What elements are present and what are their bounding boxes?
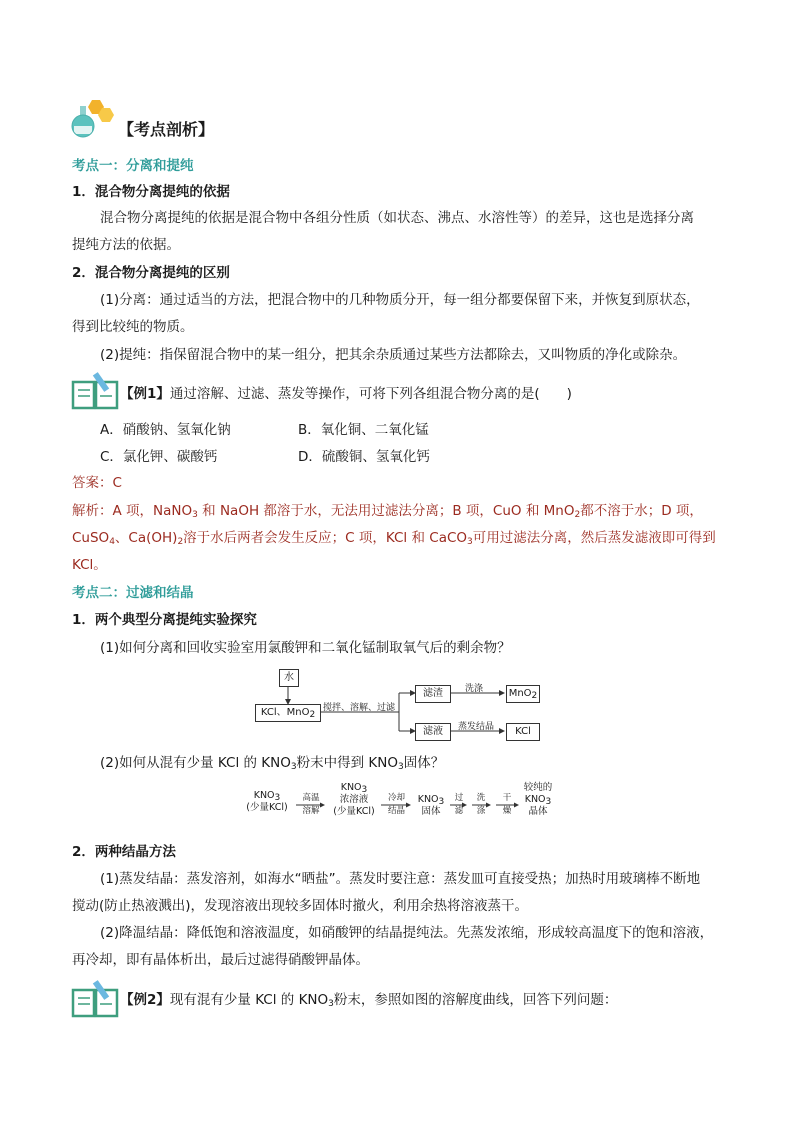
kp1-heading-1: 1．混合物分离提纯的依据	[72, 184, 230, 200]
subscript: 2	[177, 537, 184, 547]
subscript: 3	[361, 785, 368, 795]
kp1-sep-1: (1)分离：通过适当的方法，把混合物中的几种物质分开，每一组分都要保留下来，并恢复到原状态，	[100, 292, 700, 308]
q2-text: 固体？	[403, 755, 445, 771]
subscript: 3	[397, 762, 404, 772]
example2-question-line	[120, 990, 617, 1010]
chem-text: 固体	[421, 806, 441, 817]
chem-text: (少量KCl)	[333, 806, 375, 817]
kp1-title: 考点一：分离和提纯	[72, 158, 194, 174]
water-box: 水	[279, 669, 299, 687]
step-text: 冷却	[387, 793, 405, 803]
kp2-evap-2: 搅动(防止热液溅出)，发现溶液出现较多固体时撤火，利用余热将溶液蒸干。	[72, 898, 529, 914]
kp2-heading-1: 1．两个典型分离提纯实验探究	[72, 612, 257, 628]
step-dry	[500, 792, 514, 818]
chem-text: KNO	[417, 794, 439, 805]
example1-answer: 答案：C	[72, 475, 122, 491]
flow-diagram-2	[238, 778, 558, 834]
subscript: 3	[467, 537, 473, 547]
mno2-box	[506, 685, 540, 703]
example1-question: 通过溶解、过滤、蒸发等操作，可将下列各组混合物分离的是( )	[169, 386, 572, 402]
step-text: 结晶	[387, 806, 405, 816]
kp1-purify: (2)提纯：指保留混合物中的某一组分，把其余杂质通过某些方法都除去，又叫物质的净化或除杂。	[100, 347, 687, 363]
chem-text: KNO	[340, 782, 362, 793]
example1-option-b: B．氧化铜、二氧化锰	[298, 422, 429, 438]
example1-option-d: D．硫酸铜、氢氧化钙	[298, 449, 430, 465]
step-dissolve	[298, 792, 324, 818]
analysis-text: CuSO	[72, 530, 110, 546]
q2-text: 粉末中得到 KNO	[296, 755, 398, 771]
kp2-heading-2: 2．两种结晶方法	[72, 844, 176, 860]
example2-label: 【例2】	[120, 992, 170, 1008]
subscript: 3	[192, 510, 198, 520]
kp2-title: 考点二：过滤和结晶	[72, 585, 194, 601]
analysis-text: 解析：A 项，NaNO	[72, 503, 193, 519]
kp1-para-1b: 提纯方法的依据。	[72, 237, 180, 253]
mixture-box	[255, 704, 321, 722]
flask-molecule-icon	[70, 96, 118, 140]
analysis-text: 和 NaOH 都溶于水，无法用过滤法分离；B 项，CuO 和 MnO	[197, 503, 575, 519]
analysis-text: 、Ca(OH)	[114, 530, 178, 546]
step-text: 燥	[502, 806, 512, 816]
filtrate-box: 滤液	[415, 723, 451, 741]
box-text: MnO	[508, 688, 532, 699]
analysis-text: 都不溶于水；D 项，	[580, 503, 703, 519]
step-text: 涤	[476, 806, 486, 816]
example1-analysis-line3: KCl。	[72, 557, 107, 573]
example1-question-line	[120, 384, 572, 404]
step-crystallize	[383, 792, 410, 818]
chem-text: (少量KCl)	[246, 802, 288, 813]
subscript: 3	[545, 797, 552, 807]
open-book-pencil-icon	[70, 370, 120, 410]
kno3-concentrate	[326, 782, 382, 818]
flow-diagram-1	[255, 666, 555, 746]
subscript: 3	[290, 762, 297, 772]
subscript: 2	[574, 510, 581, 520]
kno3-solid	[412, 794, 450, 818]
evaporate-label: 蒸发结晶	[458, 722, 495, 732]
example1-analysis-line1	[72, 501, 703, 521]
subscript: 2	[309, 710, 316, 720]
chem-text: 浓溶液	[339, 794, 369, 805]
subscript: 3	[438, 797, 445, 807]
kp2-evap-1: (1)蒸发结晶：蒸发溶剂，如海水“晒盐”。蒸发时要注意：蒸发皿可直接受热；加热时用玻璃棒不断地	[100, 871, 701, 887]
chem-text: KNO	[524, 794, 546, 805]
example2-text: 粉末，参照如图的溶解度曲线，回答下列问题：	[333, 992, 618, 1008]
kno3-pure	[518, 782, 558, 818]
wash-label: 洗涤	[465, 684, 484, 694]
process-label: 搅拌、溶解、过滤	[323, 703, 396, 713]
analysis-text: 可用过滤法分离，然后蒸发滤液即可得到	[472, 530, 716, 546]
step-text: 过	[454, 793, 464, 803]
subscript: 3	[274, 793, 281, 803]
step-text: 溶解	[302, 806, 320, 816]
subscript: 3	[328, 999, 334, 1009]
residue-box: 滤渣	[415, 685, 451, 703]
example1-option-c: C．氯化钾、碳酸钙	[100, 449, 218, 465]
kcl-box: KCl	[506, 723, 540, 741]
chem-text: KNO	[253, 790, 275, 801]
kp2-cool-2: 再冷却，即有晶体析出，最后过滤得硝酸钾晶体。	[72, 952, 369, 968]
step-filter	[452, 792, 466, 818]
box-text: KCl、MnO	[260, 707, 310, 718]
kp1-sep-2: 得到比较纯的物质。	[72, 319, 194, 335]
example1-label: 【例1】	[120, 386, 170, 402]
kp2-question-2	[100, 753, 444, 773]
analysis-text: 溶于水后两者会发生反应；C 项，KCl 和 CaCO	[183, 530, 468, 546]
kno3-start	[238, 790, 296, 814]
step-text: 干	[502, 793, 512, 803]
kp1-para-1a: 混合物分离提纯的依据是混合物中各组分性质（如状态、沸点、水溶性等）的差异，这也是选择分离	[100, 210, 694, 226]
example1-analysis-line2	[72, 528, 716, 548]
step-wash	[474, 792, 488, 818]
open-book-pencil-icon	[70, 978, 120, 1018]
step-text: 高温	[302, 793, 320, 803]
subscript: 2	[531, 691, 538, 701]
subscript: 4	[109, 537, 115, 547]
example2-text: 现有混有少量 KCl 的 KNO	[169, 992, 329, 1008]
chem-text: 晶体	[528, 806, 548, 817]
kp1-heading-2: 2．混合物分离提纯的区别	[72, 265, 230, 281]
example1-option-a: A．硝酸钠、氢氧化钠	[100, 422, 231, 438]
step-text: 滤	[454, 806, 464, 816]
q2-text: (2)如何从混有少量 KCl 的 KNO	[100, 755, 291, 771]
chem-text: 较纯的	[523, 782, 553, 793]
kp2-question-1: (1)如何分离和回收实验室用氯酸钾和二氧化锰制取氧气后的剩余物？	[100, 640, 511, 656]
kp2-cool-1: (2)降温结晶：降低饱和溶液温度，如硝酸钾的结晶提纯法。先蒸发浓缩，形成较高温度下的饱和溶液，	[100, 925, 714, 941]
section-title: 【考点剖析】	[118, 120, 215, 139]
step-text: 洗	[476, 793, 486, 803]
